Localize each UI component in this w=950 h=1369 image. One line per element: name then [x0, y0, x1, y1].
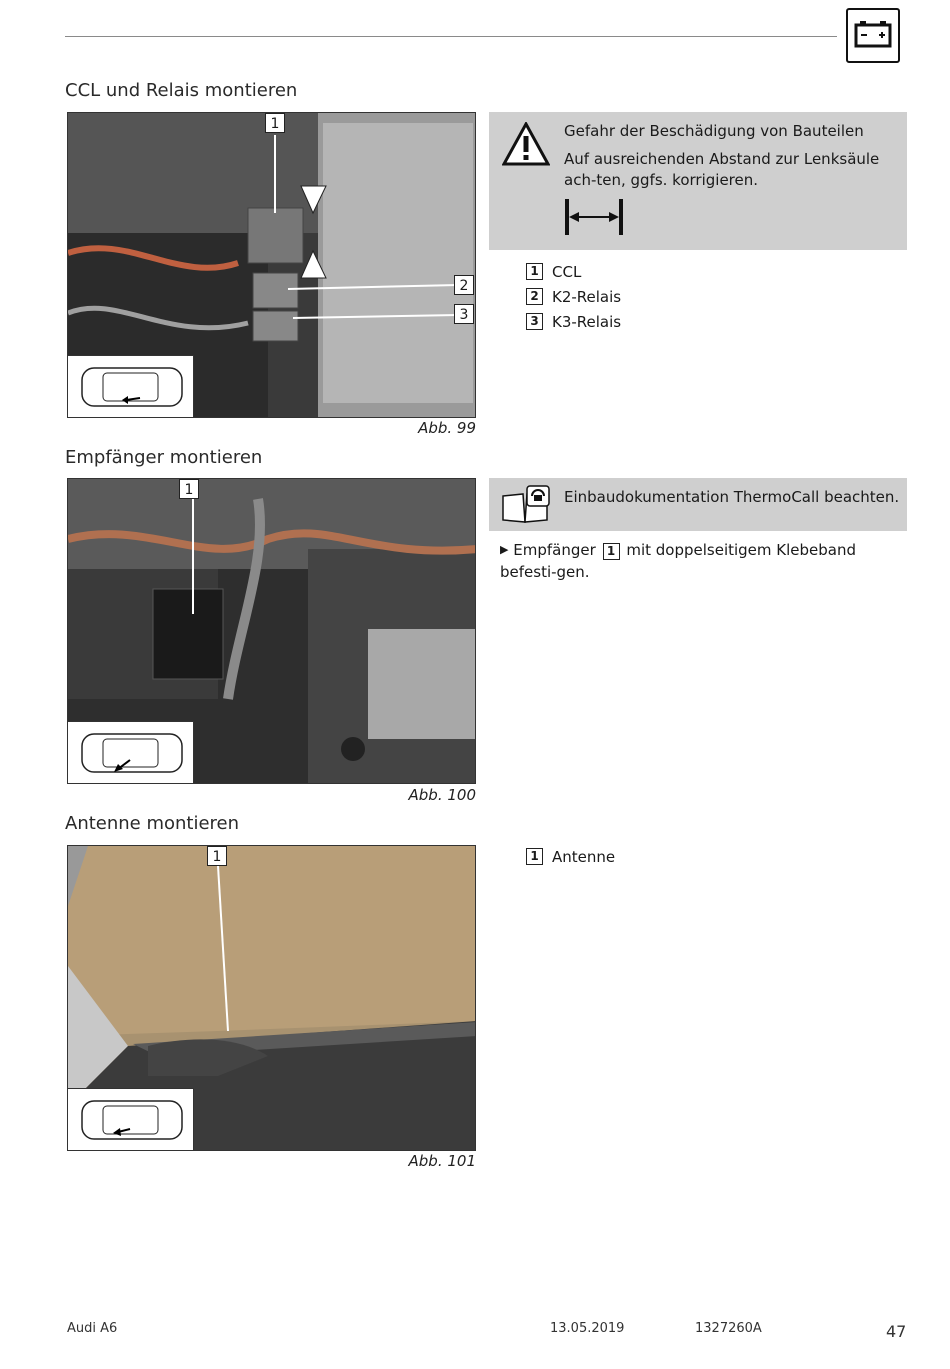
- legend-number: 2: [526, 288, 543, 305]
- step-number: 1: [603, 543, 620, 560]
- legend-item: [526, 844, 615, 869]
- warning-triangle-icon: [502, 122, 550, 170]
- battery-icon: [846, 8, 900, 63]
- figure-caption-101: Abb. 101: [408, 1152, 476, 1170]
- callout-1: 1: [207, 846, 227, 866]
- page-number: 47: [886, 1322, 907, 1341]
- section-title-antenne: Antenne montieren: [65, 813, 240, 834]
- legend-item: [526, 284, 621, 309]
- photo-antenne: [67, 845, 476, 1151]
- legend-label: CCL: [552, 262, 582, 281]
- legend-label: K2-Relais: [552, 287, 622, 306]
- warning-panel: [489, 112, 907, 250]
- figure-caption-100: Abb. 100: [408, 786, 476, 804]
- car-position-inset: [68, 721, 194, 783]
- warning-title: Gefahr der Beschädigung von Bauteilen: [564, 122, 864, 140]
- warning-text: Auf ausreichenden Abstand zur Lenksäule ach-ten, ggfs. korrigieren.: [564, 150, 880, 189]
- footer-doc-number: 1327260A: [695, 1321, 762, 1336]
- photo-ccl-relais: [67, 112, 476, 418]
- car-position-inset: [68, 1088, 194, 1150]
- legend-number: 1: [526, 848, 543, 865]
- legend-antenne: [526, 844, 615, 869]
- legend-label: Antenne: [552, 847, 616, 866]
- callout-1: 1: [265, 113, 285, 133]
- note-panel: [489, 478, 907, 531]
- legend-item: [526, 259, 621, 284]
- step-text-after: mit doppelseitigem Klebeband befesti-gen.: [500, 541, 857, 581]
- legend-label: K3-Relais: [552, 312, 622, 331]
- callout-3: 3: [454, 304, 474, 324]
- distance-icon: [563, 197, 625, 241]
- callout-1: 1: [179, 479, 199, 499]
- manual-book-icon: [501, 484, 551, 528]
- step-bullet-icon: ▶: [500, 543, 509, 556]
- legend-number: 3: [526, 313, 543, 330]
- section-title-empfaenger: Empfänger montieren: [65, 447, 263, 468]
- step-text-before: Empfänger: [513, 541, 596, 559]
- note-text: Einbaudokumentation ThermoCall beachten.: [564, 488, 900, 506]
- figure-caption-99: Abb. 99: [418, 419, 476, 437]
- section-title-ccl: CCL und Relais montieren: [65, 80, 298, 101]
- callout-2: 2: [454, 275, 474, 295]
- car-position-inset: [68, 355, 194, 417]
- photo-empfaenger: [67, 478, 476, 784]
- footer-model: Audi A6: [67, 1321, 118, 1336]
- legend-number: 1: [526, 263, 543, 280]
- legend-item: [526, 309, 621, 334]
- instruction-step: [500, 540, 900, 583]
- header-rule: [65, 36, 837, 37]
- footer-date: 13.05.2019: [550, 1321, 625, 1336]
- legend-ccl: [526, 259, 621, 334]
